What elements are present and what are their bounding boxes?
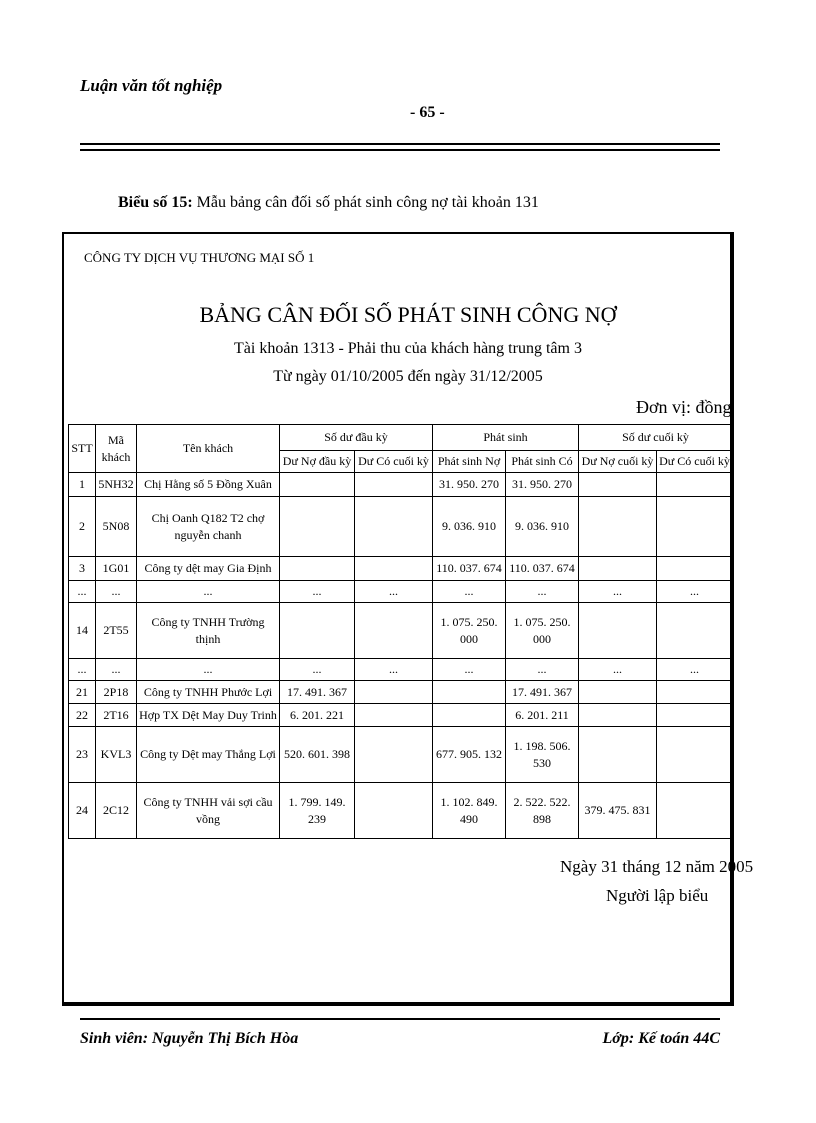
- cell-name: Công ty TNHH Trường thịnh: [137, 603, 280, 659]
- cell-opening-debit: 17. 491. 367: [280, 681, 355, 704]
- header-opening-credit: Dư Có cuối kỳ: [355, 451, 433, 473]
- footer-rule: [80, 1018, 720, 1020]
- cell-closing-credit: [657, 603, 733, 659]
- cell-movement-credit: ...: [506, 659, 579, 681]
- cell-closing-debit: 379. 475. 831: [579, 783, 657, 839]
- header-movement-debit: Phát sinh Nợ: [433, 451, 506, 473]
- ledger-table: [68, 424, 733, 839]
- table-row: [69, 581, 733, 603]
- header-closing-debit: Dư Nợ cuối kỳ: [579, 451, 657, 473]
- cell-opening-debit: 520. 601. 398: [280, 727, 355, 783]
- cell-closing-debit: [579, 497, 657, 557]
- table-row: [69, 659, 733, 681]
- header-title: Luận văn tốt nghiệp: [80, 76, 223, 95]
- header-opening-debit: Dư Nợ đầu kỳ: [280, 451, 355, 473]
- cell-stt: 3: [69, 557, 96, 581]
- cell-closing-debit: [579, 704, 657, 727]
- cell-code: 2T55: [96, 603, 137, 659]
- cell-stt: 14: [69, 603, 96, 659]
- cell-code: 2C12: [96, 783, 137, 839]
- cell-opening-debit: ...: [280, 581, 355, 603]
- cell-code: 1G01: [96, 557, 137, 581]
- table-row: [69, 557, 733, 581]
- cell-code: 5N08: [96, 497, 137, 557]
- cell-closing-debit: [579, 727, 657, 783]
- report-title: BẢNG CÂN ĐỐI SỐ PHÁT SINH CÔNG NỢ: [199, 302, 617, 327]
- cell-opening-credit: [355, 681, 433, 704]
- table-row: [69, 681, 733, 704]
- header-movement: Phát sinh: [433, 425, 579, 451]
- cell-movement-debit: 31. 950. 270: [433, 473, 506, 497]
- cell-closing-debit: ...: [579, 659, 657, 681]
- cell-stt: 21: [69, 681, 96, 704]
- cell-name: Công ty TNHH vải sợi cầu vồng: [137, 783, 280, 839]
- cell-opening-debit: [280, 557, 355, 581]
- cell-movement-credit: 6. 201. 211: [506, 704, 579, 727]
- cell-movement-credit: ...: [506, 581, 579, 603]
- cell-movement-credit: 31. 950. 270: [506, 473, 579, 497]
- cell-opening-credit: [355, 603, 433, 659]
- cell-movement-credit: 17. 491. 367: [506, 681, 579, 704]
- cell-movement-debit: ...: [433, 581, 506, 603]
- cell-closing-credit: ...: [657, 581, 733, 603]
- currency-unit: Đơn vị: đồng: [636, 397, 732, 417]
- table-row: [69, 783, 733, 839]
- cell-code: 5NH32: [96, 473, 137, 497]
- header-name: Tên khách: [137, 425, 280, 473]
- cell-movement-debit: ...: [433, 659, 506, 681]
- cell-opening-credit: [355, 783, 433, 839]
- cell-closing-credit: [657, 473, 733, 497]
- cell-stt: 2: [69, 497, 96, 557]
- header-code: Mã khách: [96, 425, 137, 473]
- cell-name: ...: [137, 581, 280, 603]
- cell-code: ...: [96, 581, 137, 603]
- header-closing: Số dư cuối kỳ: [579, 425, 733, 451]
- table-row: [69, 603, 733, 659]
- cell-name: Công ty dệt may Gia Định: [137, 557, 280, 581]
- cell-movement-debit: 9. 036. 910: [433, 497, 506, 557]
- cell-movement-debit: 677. 905. 132: [433, 727, 506, 783]
- header-rule-top: [80, 143, 720, 145]
- header-movement-credit: Phát sinh Có: [506, 451, 579, 473]
- cell-opening-debit: [280, 473, 355, 497]
- table-row: [69, 497, 733, 557]
- cell-opening-credit: [355, 497, 433, 557]
- cell-stt: 23: [69, 727, 96, 783]
- cell-closing-debit: [579, 603, 657, 659]
- cell-name: Chị Oanh Q182 T2 chợ nguyễn chanh: [137, 497, 280, 557]
- cell-closing-credit: [657, 681, 733, 704]
- table-row: [69, 704, 733, 727]
- cell-code: ...: [96, 659, 137, 681]
- cell-stt: 24: [69, 783, 96, 839]
- cell-name: ...: [137, 659, 280, 681]
- table-row: [69, 473, 733, 497]
- cell-name: Công ty Dệt may Thắng Lợi: [137, 727, 280, 783]
- cell-movement-credit: 1. 075. 250. 000: [506, 603, 579, 659]
- footer-student: Sinh viên: Nguyễn Thị Bích Hòa: [80, 1030, 299, 1047]
- cell-closing-credit: ...: [657, 659, 733, 681]
- cell-opening-debit: ...: [280, 659, 355, 681]
- cell-closing-credit: [657, 497, 733, 557]
- cell-closing-credit: [657, 704, 733, 727]
- cell-closing-credit: [657, 783, 733, 839]
- cell-closing-debit: ...: [579, 581, 657, 603]
- header-closing-credit: Dư Có cuối kỳ: [657, 451, 733, 473]
- cell-opening-debit: [280, 603, 355, 659]
- cell-movement-credit: 9. 036. 910: [506, 497, 579, 557]
- cell-opening-credit: [355, 704, 433, 727]
- cell-movement-debit: [433, 704, 506, 727]
- page-number: - 65 -: [410, 104, 445, 121]
- cell-movement-debit: 110. 037. 674: [433, 557, 506, 581]
- cell-closing-debit: [579, 681, 657, 704]
- company-name: CÔNG TY DỊCH VỤ THƯƠNG MẠI SỐ 1: [84, 250, 315, 265]
- cell-name: Hợp TX Dệt May Duy Trinh: [137, 704, 280, 727]
- cell-stt: ...: [69, 659, 96, 681]
- cell-closing-debit: [579, 473, 657, 497]
- cell-movement-credit: 1. 198. 506. 530: [506, 727, 579, 783]
- cell-movement-credit: 2. 522. 522. 898: [506, 783, 579, 839]
- cell-code: 2T16: [96, 704, 137, 727]
- cell-opening-debit: 1. 799. 149. 239: [280, 783, 355, 839]
- cell-opening-debit: [280, 497, 355, 557]
- signature-date: Ngày 31 tháng 12 năm 2005: [560, 857, 754, 876]
- period-line: Từ ngày 01/10/2005 đến ngày 31/12/2005: [273, 368, 543, 385]
- cell-opening-credit: ...: [355, 659, 433, 681]
- cell-code: 2P18: [96, 681, 137, 704]
- cell-name: Công ty TNHH Phước Lợi: [137, 681, 280, 704]
- cell-stt: 22: [69, 704, 96, 727]
- cell-closing-credit: [657, 557, 733, 581]
- cell-stt: 1: [69, 473, 96, 497]
- footer-class: Lớp: Kế toán 44C: [602, 1030, 720, 1047]
- cell-opening-credit: [355, 727, 433, 783]
- table-row: [69, 727, 733, 783]
- cell-opening-credit: [355, 473, 433, 497]
- figure-caption: [118, 194, 539, 212]
- account-line: Tài khoản 1313 - Phải thu của khách hàng trung tâm 3: [234, 340, 582, 357]
- header-rule-bottom: [80, 149, 720, 151]
- cell-closing-debit: [579, 557, 657, 581]
- cell-opening-credit: ...: [355, 581, 433, 603]
- cell-closing-credit: [657, 727, 733, 783]
- cell-stt: ...: [69, 581, 96, 603]
- header-stt: STT: [69, 425, 96, 473]
- cell-movement-credit: 110. 037. 674: [506, 557, 579, 581]
- cell-opening-credit: [355, 557, 433, 581]
- cell-movement-debit: 1. 102. 849. 490: [433, 783, 506, 839]
- caption-text: Mẫu bảng cân đối số phát sinh công nợ tài khoản 131: [192, 194, 539, 211]
- cell-opening-debit: 6. 201. 221: [280, 704, 355, 727]
- cell-name: Chị Hằng số 5 Đồng Xuân: [137, 473, 280, 497]
- cell-movement-debit: 1. 075. 250. 000: [433, 603, 506, 659]
- cell-movement-debit: [433, 681, 506, 704]
- cell-code: KVL3: [96, 727, 137, 783]
- header-opening: Số dư đầu kỳ: [280, 425, 433, 451]
- signature-role: Người lập biểu: [606, 886, 709, 905]
- caption-label: Biểu số 15:: [118, 194, 193, 211]
